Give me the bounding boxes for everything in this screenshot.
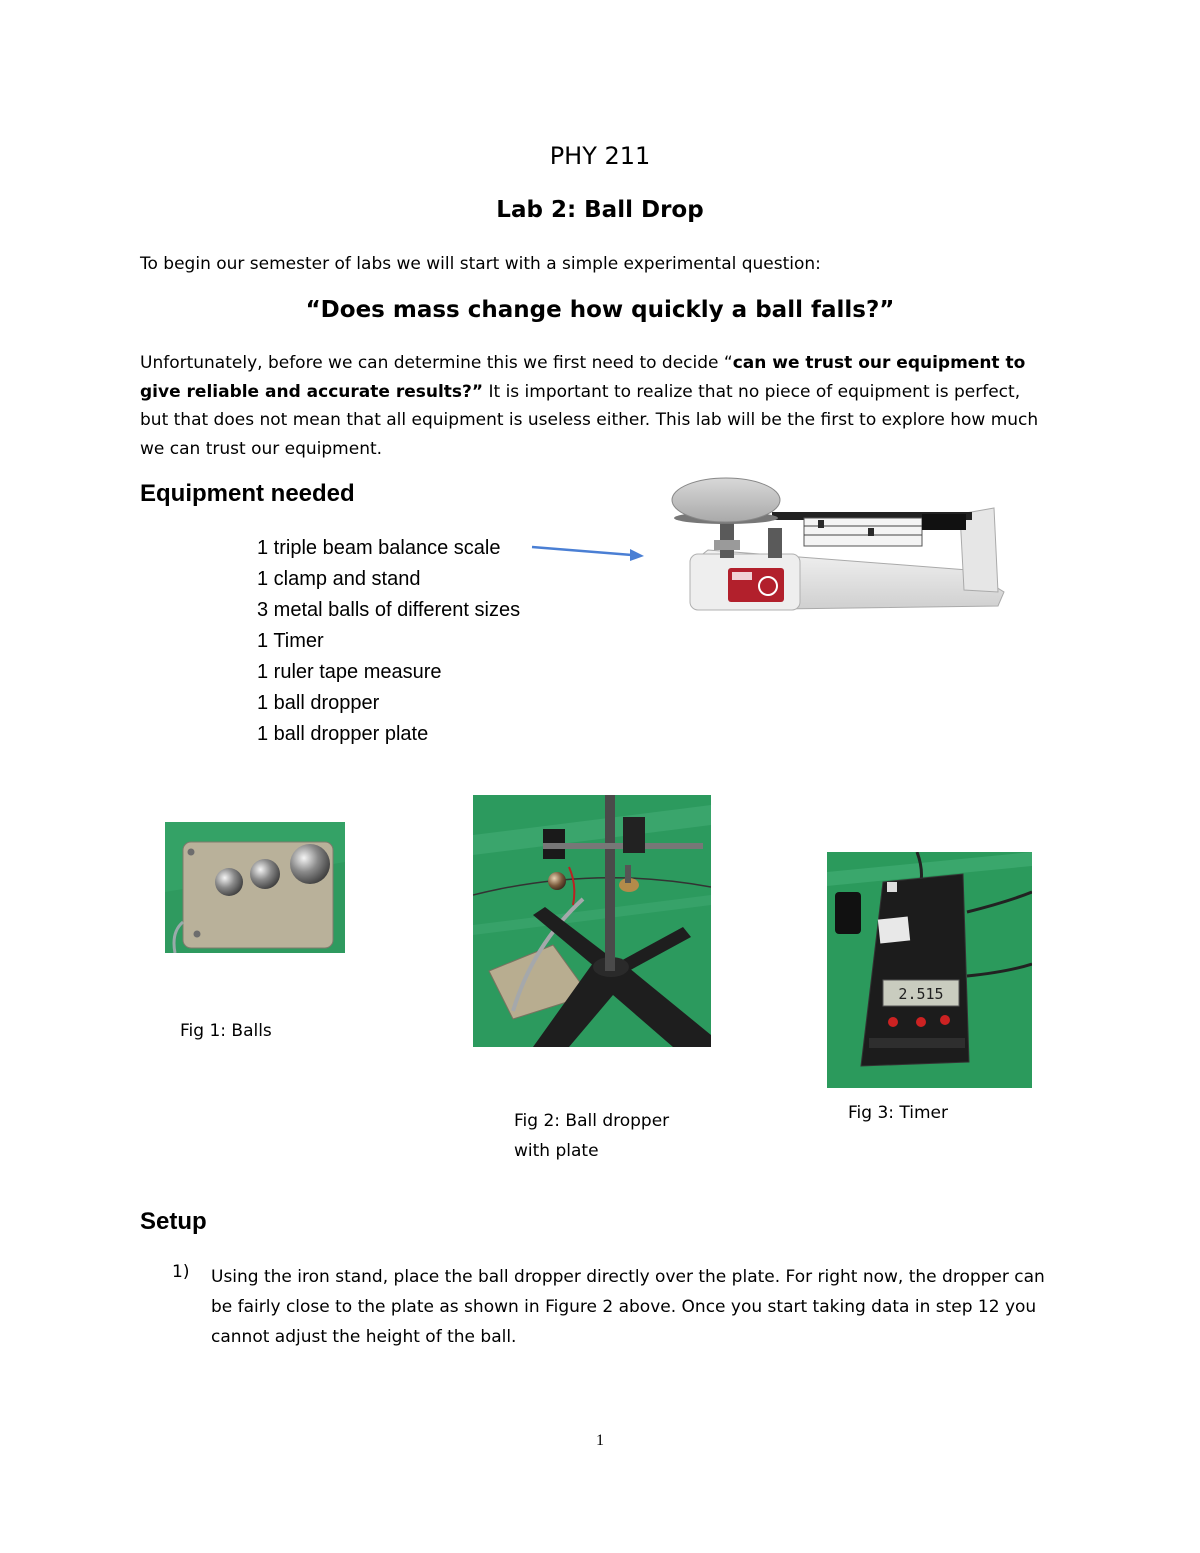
triple-beam-balance-image bbox=[668, 474, 1010, 616]
fig2-caption bbox=[514, 1106, 669, 1166]
setup-heading: Setup bbox=[140, 1208, 207, 1235]
fig3-caption: Fig 3: Timer bbox=[848, 1103, 948, 1123]
equipment-item: 1 Timer bbox=[257, 630, 324, 652]
timer-display-reading: 2.515 bbox=[898, 985, 944, 1003]
page-number: 1 bbox=[596, 1432, 604, 1449]
paragraph-part2: It is important to realize that no piece of equipment is perfect, but that does not mean that all equipment is useless either. This lab will be the first to explore how much we can trust our equipment. bbox=[140, 381, 1039, 460]
equipment-heading: Equipment needed bbox=[140, 480, 355, 507]
equipment-item: 1 triple beam balance scale bbox=[257, 537, 501, 559]
paragraph-part1: Unfortunately, before we can determine this we first need to decide “ bbox=[140, 353, 733, 373]
fig2-caption-line1: Fig 2: Ball dropper bbox=[514, 1111, 670, 1131]
timer-photo bbox=[827, 852, 1032, 1088]
intro-paragraph bbox=[140, 349, 1050, 464]
fig1-caption: Fig 1: Balls bbox=[180, 1021, 272, 1041]
course-code: PHY 211 bbox=[549, 142, 651, 170]
metal-balls-photo bbox=[165, 822, 345, 953]
step-number: 1) bbox=[172, 1262, 190, 1282]
equipment-item: 1 clamp and stand bbox=[257, 568, 421, 590]
step-text: Using the iron stand, place the ball dropper directly over the plate. For right now, the dropper can be fairly close to the plate as shown in Figure 2 above. Once you start taking data in step 12 you cannot adjust the height of the ball. bbox=[211, 1267, 1045, 1347]
equipment-item: 3 metal balls of different sizes bbox=[257, 599, 521, 621]
equipment-item: 1 ball dropper bbox=[257, 692, 380, 714]
arrow-icon bbox=[528, 538, 648, 568]
paragraph-bold: can we trust our equipment to give reliable and accurate results?” bbox=[140, 353, 1026, 402]
equipment-list bbox=[257, 533, 520, 750]
equipment-item: 1 ball dropper plate bbox=[257, 723, 429, 745]
intro-text: To begin our semester of labs we will start with a simple experimental question: bbox=[140, 254, 821, 274]
ball-dropper-photo bbox=[473, 795, 711, 1047]
lab-title: Lab 2: Ball Drop bbox=[496, 197, 704, 223]
equipment-item: 1 ruler tape measure bbox=[257, 661, 442, 683]
experimental-question: “Does mass change how quickly a ball falls?” bbox=[305, 297, 895, 323]
fig2-caption-line2: with plate bbox=[514, 1141, 599, 1161]
